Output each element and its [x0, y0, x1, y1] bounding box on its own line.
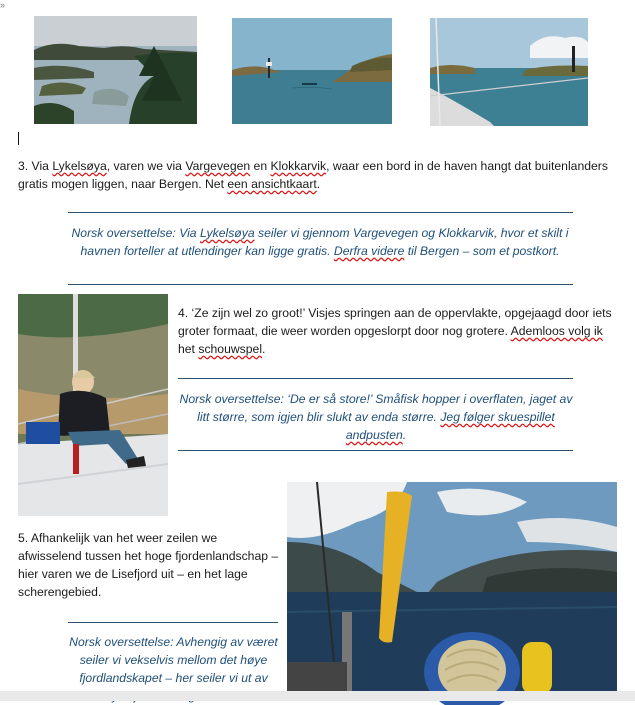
t4-spellcheck-jeg-folger[interactable]: Jeg følger skuespillet — [440, 410, 555, 424]
p4-text-2: het — [178, 342, 199, 356]
archipelago-photo — [34, 16, 197, 124]
paragraph-4 — [178, 304, 618, 358]
text-cursor[interactable] — [18, 132, 19, 145]
p3-text-2: en — [250, 159, 271, 173]
t3-text-lead: Norsk oversettelse: Via — [71, 226, 200, 240]
p4-text-1: 4. ‘Ze zijn wel zo groot!’ Visjes springen aan de oppervlakte, opgejaagd door iets groter formaat, die weer worden opgeslorpt door nog grotere. — [178, 306, 612, 338]
p3-text-4: . — [316, 177, 321, 191]
p3-text-1: , varen we via — [106, 159, 186, 173]
t3-spellcheck-lykelsoya[interactable]: Lykelsøya — [199, 226, 255, 240]
translation-5 — [66, 633, 281, 691]
translation-3 — [70, 224, 570, 260]
p3-text-3: , waar een bord in de haven hangt dat buitenlanders gratis mogen liggen, naar Bergen. Net — [18, 159, 608, 191]
t5-text: Norsk oversettelse: Avhengig av været seiler vi vekselvis mellom det høye fjordlandskapet – her seiler vi ut av — [69, 635, 278, 685]
p4-spellcheck-ademloos[interactable]: Ademloos volg ik — [510, 324, 603, 338]
t4-text-3: . — [402, 428, 407, 442]
t3-spellcheck-derfra-videre[interactable]: Derfra videre — [333, 244, 405, 258]
p4-text-3: . — [262, 342, 266, 356]
page-bottom-edge — [0, 691, 635, 701]
translation-5-top-rule — [68, 622, 278, 623]
p5-text: 5. Afhankelijk van het weer zeilen we afwisselend tussen het hoge fjordenlandschap – hier varen we de Lisefjord uit – en het lage scherengebied. — [18, 531, 279, 599]
fjord-mast-photo — [287, 482, 617, 694]
p3-spellcheck-klokkarvik[interactable]: Klokkarvik — [270, 159, 327, 173]
p4-spellcheck-schouwspel[interactable]: schouwspel — [198, 342, 263, 356]
t3-text-2: til Bergen – som et postkort. — [404, 244, 560, 258]
t3-text-1: seiler vi gjennom Vargevegen og Klokkarvik, hvor et skilt i havnen forteller at utlendinger kan ligge gratis. — [80, 226, 569, 258]
woman-on-deck-photo — [18, 294, 168, 516]
p3-spellcheck-lykelsoya[interactable]: Lykelsøya — [52, 159, 107, 173]
t4-spellcheck-andpusten[interactable]: andpusten — [345, 428, 403, 442]
bow-rail-photo — [430, 18, 588, 126]
paragraph-5 — [18, 529, 280, 601]
translation-3-top-rule — [68, 212, 573, 213]
p3-text-lead: 3. Via — [18, 159, 53, 173]
t4-text-1: Norsk oversettelse: ‘De er så store!’ Småfisk hopper i overflaten, jaget av litt større, som igjen blir slukt av enda større. — [179, 392, 573, 424]
translation-4-top-rule — [178, 378, 573, 379]
harbour-entrance-photo — [232, 18, 392, 124]
paragraph-3 — [18, 157, 618, 193]
translation-4-bottom-rule — [178, 450, 573, 451]
p3-spellcheck-vargevegen[interactable]: Vargevegen — [185, 159, 251, 173]
translation-3-bottom-rule — [68, 284, 573, 285]
margin-mark: » — [0, 0, 6, 10]
p3-spellcheck-ansichtkaart[interactable]: een ansichtkaart — [227, 177, 317, 191]
translation-4 — [176, 390, 576, 444]
